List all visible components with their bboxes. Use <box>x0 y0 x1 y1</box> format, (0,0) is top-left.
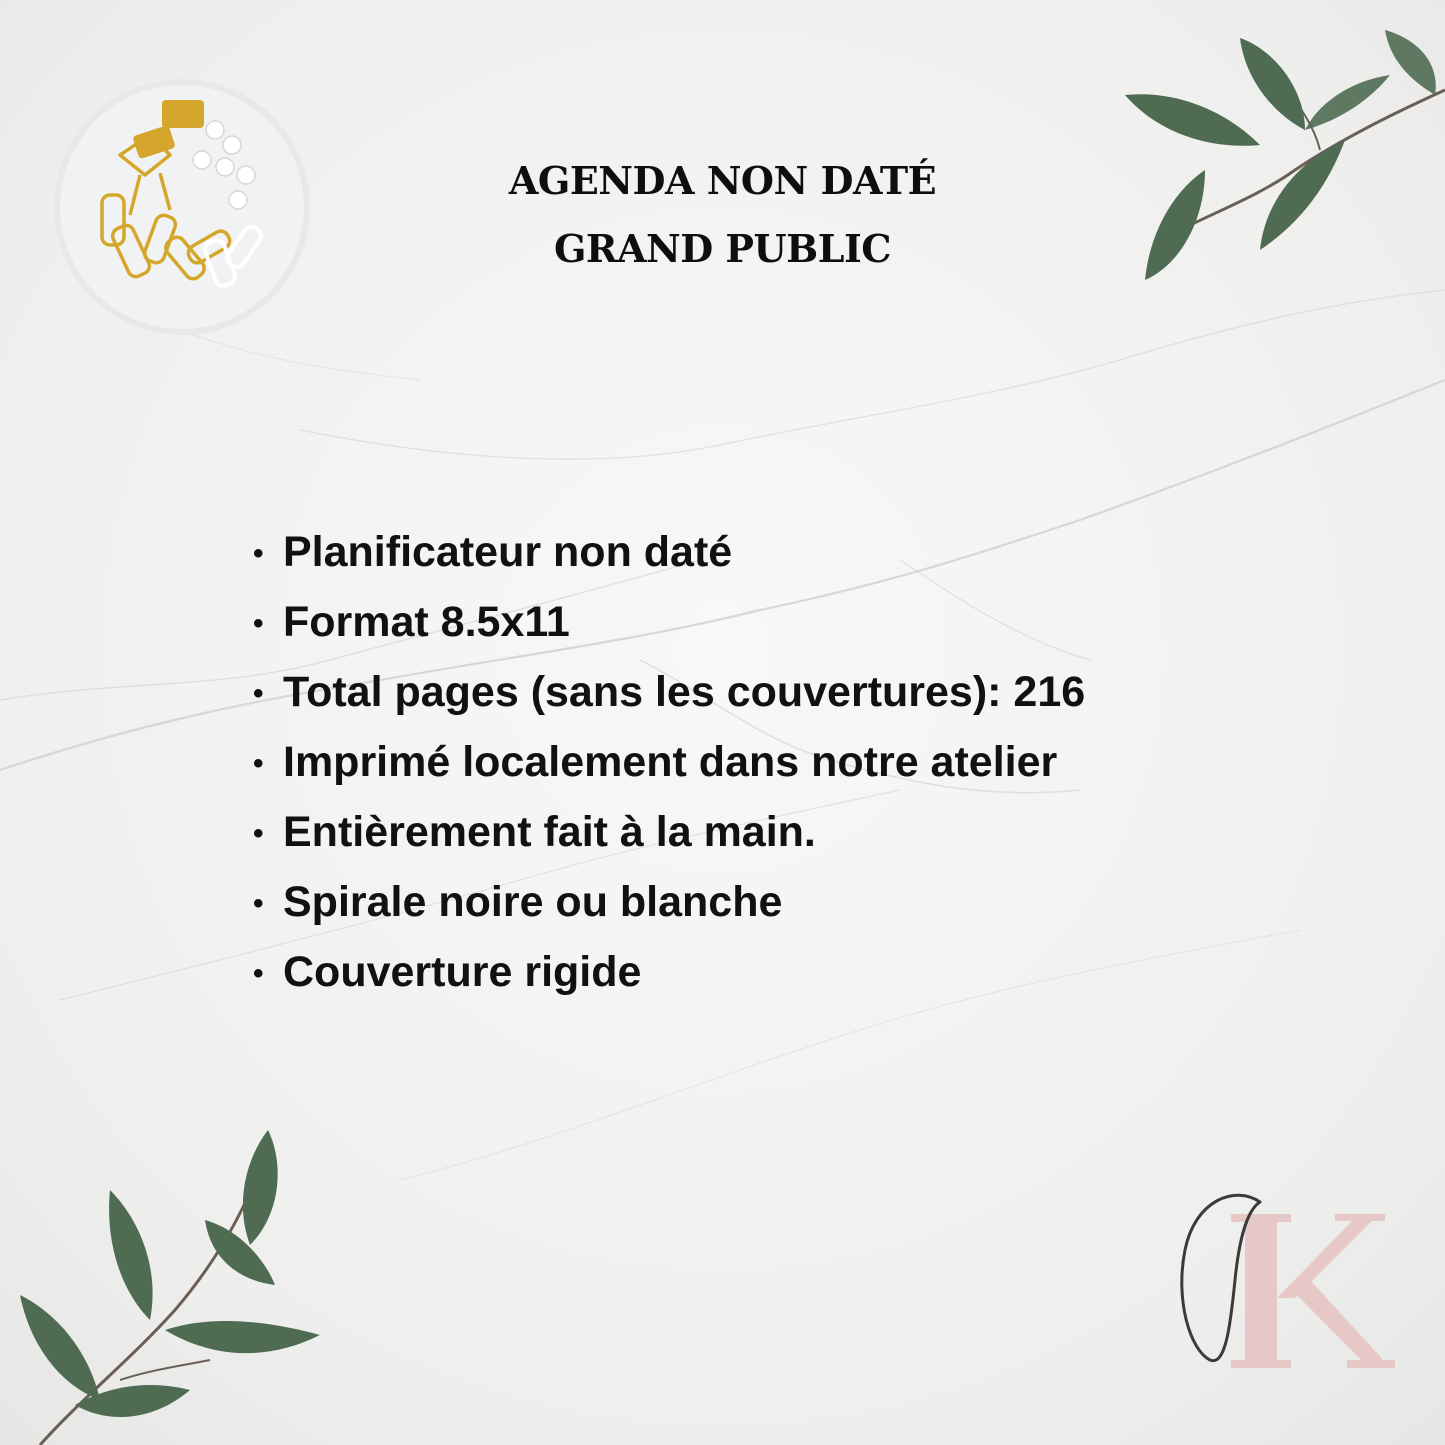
feature-text: Total pages (sans les couvertures): 216 <box>283 668 1086 716</box>
eucalyptus-branch-bottom-icon <box>0 1120 330 1445</box>
bullet-icon: • <box>253 677 264 710</box>
plate-with-clips-icon <box>50 75 315 340</box>
feature-text: Planificateur non daté <box>283 528 733 576</box>
feature-text: Imprimé localement dans notre atelier <box>283 738 1058 786</box>
list-item <box>253 937 1085 1007</box>
list-item <box>253 867 1085 937</box>
list-item <box>253 727 1085 797</box>
list-item <box>253 797 1085 867</box>
bullet-icon: • <box>253 537 264 570</box>
ck-logo <box>1165 1180 1395 1370</box>
feature-text: Couverture rigide <box>283 948 642 996</box>
bullet-icon: • <box>253 887 264 920</box>
feature-list <box>253 517 1085 1007</box>
bullet-icon: • <box>253 817 264 850</box>
bullet-icon: • <box>253 747 264 780</box>
list-item <box>253 657 1085 727</box>
feature-text: Format 8.5x11 <box>283 598 570 646</box>
bullet-icon: • <box>253 607 264 640</box>
feature-text: Spirale noire ou blanche <box>283 878 783 926</box>
feature-text: Entièrement fait à la main. <box>283 808 816 856</box>
page-title-line-1: AGENDA NON DATÉ <box>508 158 937 203</box>
list-item <box>253 517 1085 587</box>
bullet-icon: • <box>253 957 264 990</box>
list-item <box>253 587 1085 657</box>
page-title-line-2: GRAND PUBLIC <box>553 226 891 271</box>
